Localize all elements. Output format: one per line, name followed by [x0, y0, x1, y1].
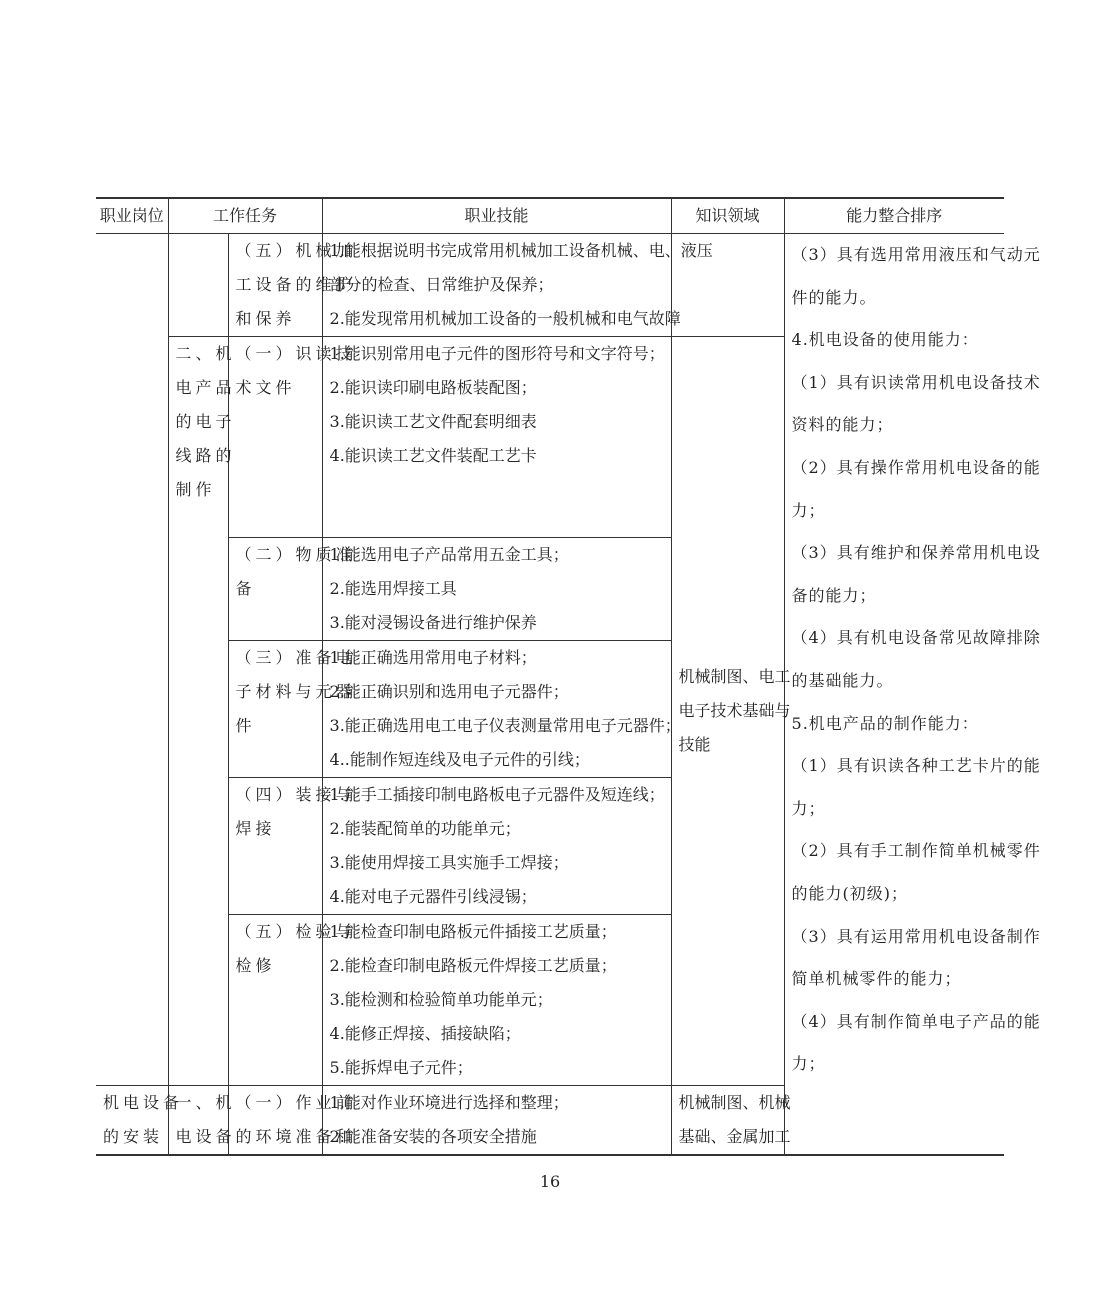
task-cell-empty	[168, 234, 228, 337]
subtask-cell: （五）检验与 检修	[228, 915, 322, 1086]
subtask-cell: （三）准备电 子材料与元器 件	[228, 641, 322, 778]
table-header-row	[96, 198, 1004, 234]
subtask-cell: （二）物质准 备	[228, 538, 322, 641]
subtask-cell: （四）装接与 焊接	[228, 778, 322, 915]
task-cell-electronics: 二、机 电产品 的电子 线路的 制作	[168, 337, 228, 1086]
header-work-task: 工作任务	[168, 198, 322, 234]
subtask-cell: （一）作业前 的环境准备和	[228, 1086, 322, 1156]
knowledge-cell-installation: 机械制图、机械 基础、金属加工	[671, 1086, 784, 1156]
skills-cell: 1.能检查印制电路板元件插接工艺质量； 2.能检查印制电路板元件焊接工艺质量； 3.能检测和检验简单功能单元； 4.能修正焊接、插接缺陷； 5.能拆焊电子元件；	[322, 915, 671, 1086]
skills-cell: 1.能对作业环境进行选择和整理； 2.能准备安装的各项安全措施	[322, 1086, 671, 1156]
header-skills: 职业技能	[322, 198, 671, 234]
skills-cell: 1.能正确选用常用电子材料； 2.能正确识别和选用电子元器件； 3.能正确选用电工电子仪表测量常用电子元器件； 4..能制作短连线及电子元件的引线；	[322, 641, 671, 778]
knowledge-cell-electronics: 机械制图、电工 电子技术基础与 技能	[671, 337, 784, 1086]
skills-cell: 1.能选用电子产品常用五金工具； 2.能选用焊接工具 3.能对浸锡设备进行维护保养	[322, 538, 671, 641]
ability-order-cell: （3）具有选用常用液压和气动元 件的能力。 4.机电设备的使用能力： （1）具有识读常用机电设备技术 资料的能力； （2）具有操作常用机电设备的能 力； （3）具有维护和保养常用机电设 备的能力； （4）具有机电设备常见故障排除 的基础能力。 5.机电产品的制作能力： （1）具有识读各种工艺卡片的能 力； （2）具有手工制作简单机械零件 的能力(初级)； （3）具有运用常用机电设备制作 简单机械零件的能力； （4）具有制作简单电子产品的能 力；	[784, 234, 1004, 1086]
header-knowledge: 知识领域	[671, 198, 784, 234]
skills-cell: 1.能手工插接印制电路板电子元器件及短连线； 2.能装配简单的功能单元； 3.能使用焊接工具实施手工焊接； 4.能对电子元器件引线浸锡；	[322, 778, 671, 915]
position-cell-empty	[96, 234, 168, 1086]
page-number: 16	[539, 1172, 561, 1191]
skills-cell: 1.能识别常用电子元件的图形符号和文字符号； 2.能识读印刷电路板装配图； 3.能识读工艺文件配套明细表 4.能识读工艺文件装配工艺卡	[322, 337, 671, 538]
table-row	[96, 234, 1004, 337]
table-row	[96, 1086, 1004, 1156]
task-cell-installation: 一、机 电设备	[168, 1086, 228, 1156]
ability-cell-end	[784, 1086, 1004, 1156]
skills-cell: 1.能根据说明书完成常用机械加工设备机械、电、液压 部分的检查、日常维护及保养； 2.能发现常用机械加工设备的一般机械和电气故障	[322, 234, 671, 337]
header-position: 职业岗位	[96, 198, 168, 234]
header-ability-order: 能力整合排序	[784, 198, 1004, 234]
subtask-cell: （五）机械加 工设备的维护 和保养	[228, 234, 322, 337]
job-skills-table	[96, 197, 1041, 1156]
subtask-cell: （一）识读技 术文件	[228, 337, 322, 538]
position-cell-installation: 机电设备 的安装	[96, 1086, 168, 1156]
